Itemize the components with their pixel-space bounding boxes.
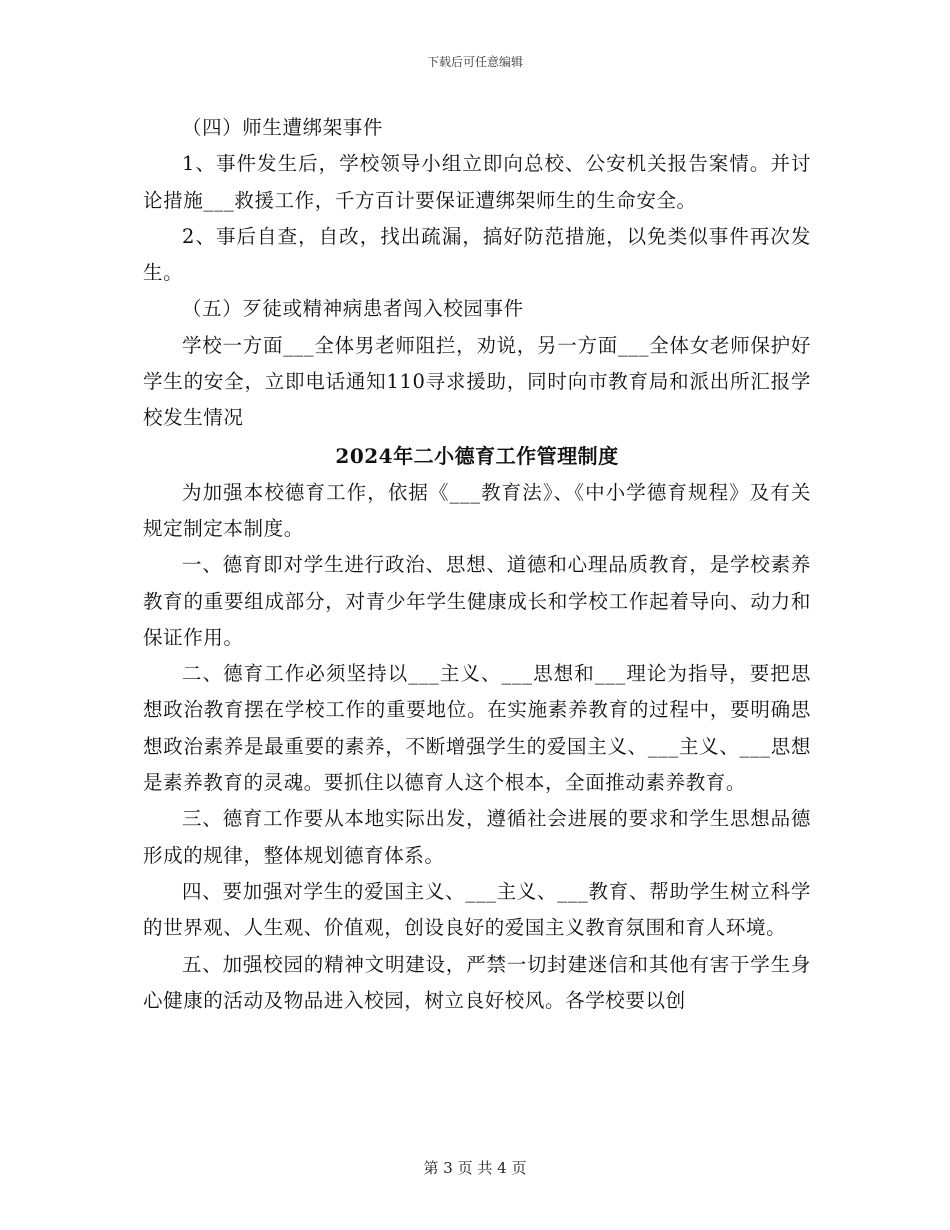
page-footer: 第 3 页 共 4 页 (423, 1159, 527, 1177)
document-body (143, 110, 811, 1019)
section-heading-5: （五）歹徒或精神病患者闯入校园事件 (182, 297, 524, 321)
paragraph: 五、加强校园的精神文明建设，严禁一切封建迷信和其他有害于学生身心健康的活动及物品进入校园，树立良好校风。各学校要以创 (143, 952, 811, 1012)
page-header: 下载后可任意编辑 (426, 55, 523, 69)
paragraph: 学校一方面___全体男老师阻拦，劝说，另一方面___全体女老师保护好学生的安全，立即电话通知110寻求援助，同时向市教育局和派出所汇报学校发生情况 (143, 333, 811, 430)
paragraph: 四、要加强对学生的爱国主义、___主义、___教育、帮助学生树立科学的世界观、人生观、价值观，创设良好的爱国主义教育氛围和育人环境。 (143, 879, 811, 940)
paragraph: 2、事后自查，自改，找出疏漏，搞好防范措施，以免类似事件再次发生。 (143, 224, 811, 285)
paragraph: 为加强本校德育工作，依据《___教育法》、《中小学德育规程》及有关规定制定本制度。 (143, 480, 811, 540)
paragraph: 1、事件发生后，学校领导小组立即向总校、公安机关报告案情。并讨论措施___救援工作，千方百计要保证遭绑架师生的生命安全。 (143, 152, 811, 212)
paragraph: 二、德育工作必须坚持以___主义、___思想和___理论为指导，要把思想政治教育摆在学校工作的重要地位。在实施素养教育的过程中，要明确思想政治素养是最重要的素养，不断增强学生的爱国主义、___主义、___思想是素养教育的灵魂。要抓住以德育人这个根本，全面推动素养教育。 (143, 662, 811, 795)
section-heading-4: （四）师生遭绑架事件 (182, 116, 384, 139)
document-title: 2024年二小德育工作管理制度 (335, 443, 619, 468)
paragraph: 三、德育工作要从本地实际出发，遵循社会进展的要求和学生思想品德形成的规律，整体规划德育体系。 (143, 807, 811, 867)
paragraph: 一、德育即对学生进行政治、思想、道德和心理品质教育，是学校素养教育的重要组成部分，对青少年学生健康成长和学校工作起着导向、动力和保证作用。 (143, 553, 811, 649)
